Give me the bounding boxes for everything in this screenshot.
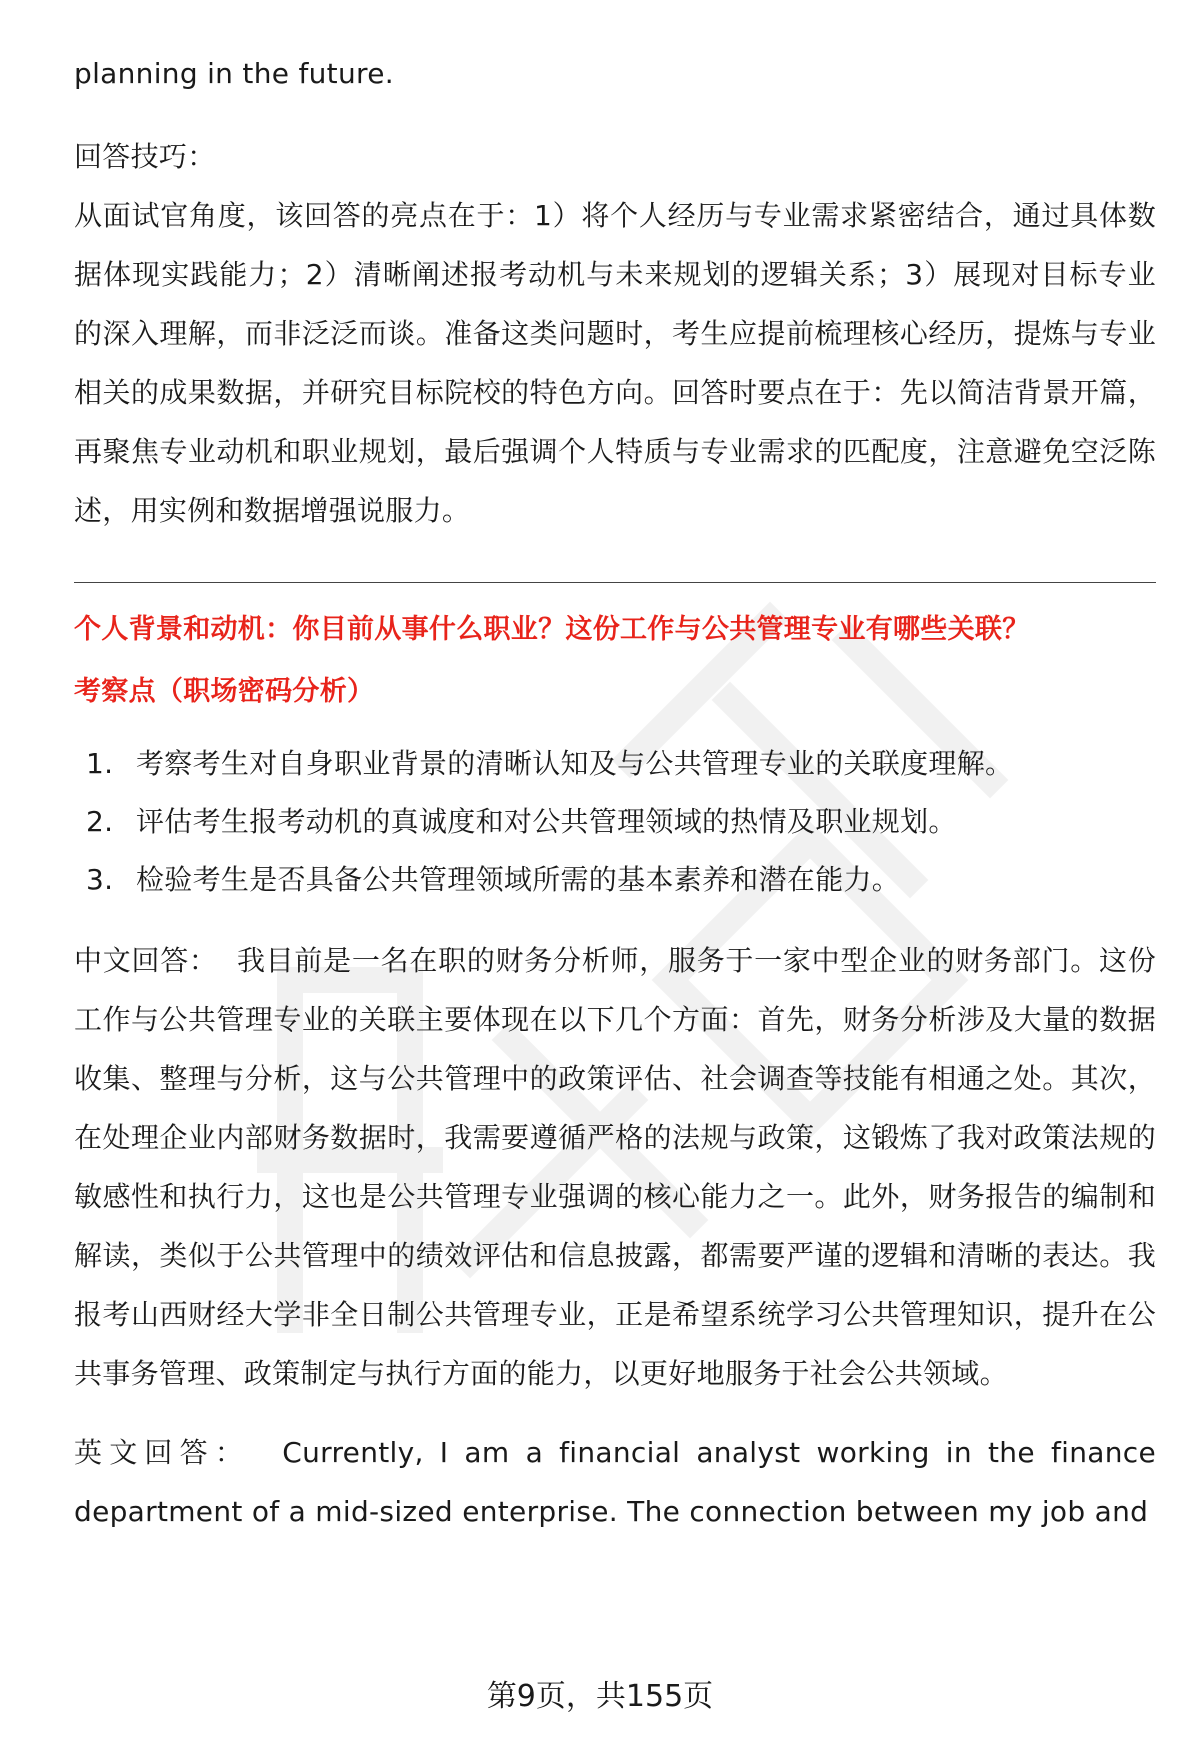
english-answer-section	[74, 1423, 1156, 1541]
continued-english-text: planning in the future.	[74, 57, 394, 90]
chinese-answer-body: 我目前是一名在职的财务分析师，服务于一家中型企业的财务部门。这份工作与公共管理专业的关联主要体现在以下几个方面：首先，财务分析涉及大量的数据收集、整理与分析，这与公共管理中的政策评估、社会调查等技能有相通之处。其次，在处理企业内部财务数据时，我需要遵循严格的法规与政策，这锻炼了我对政策法规的敏感性和执行力，这也是公共管理专业强调的核心能力之一。此外，财务报告的编制和解读，类似于公共管理中的绩效评估和信息披露，都需要严谨的逻辑和清晰的表达。我报考山西财经大学非全日制公共管理专业，正是希望系统学习公共管理知识，提升在公共事务管理、政策制定与执行方面的能力，以更好地服务于社会公共领域。	[74, 944, 1156, 1390]
document-page	[74, 0, 1156, 1541]
list-item	[74, 851, 1156, 909]
list-item-text: 检验考生是否具备公共管理领域所需的基本素养和潜在能力。	[136, 863, 901, 896]
list-item-number: 2.	[86, 805, 114, 838]
english-answer-label: 英文回答：	[74, 1436, 251, 1469]
chinese-answer-section	[74, 931, 1156, 1403]
page-number-footer: 第9页，共155页	[486, 1679, 714, 1714]
list-item-number: 1.	[86, 747, 114, 780]
english-answer	[74, 1423, 1156, 1541]
chinese-answer-label: 中文回答：	[74, 944, 218, 977]
list-item-number: 3.	[86, 863, 114, 896]
question-section	[74, 599, 1156, 909]
answer-tips-label: 回答技巧：	[74, 140, 216, 173]
english-answer-body: Currently, I am a financial analyst working in the finance department of a mid-sized enterprise. The connection between my job and	[74, 1436, 1156, 1528]
list-item-text: 评估考生报考动机的真诚度和对公共管理领域的热情及职业规划。	[136, 805, 957, 838]
answer-tips-section	[74, 127, 1156, 540]
question-title: 个人背景和动机：你目前从事什么职业？这份工作与公共管理专业有哪些关联？	[74, 614, 1030, 645]
answer-tips-body: 从面试官角度，该回答的亮点在于：1）将个人经历与专业需求紧密结合，通过具体数据体现实践能力；2）清晰阐述报考动机与未来规划的逻辑关系；3）展现对目标专业的深入理解，而非泛泛而谈。准备这类问题时，考生应提前梳理核心经历，提炼与专业相关的成果数据，并研究目标院校的特色方向。回答时要点在于：先以简洁背景开篇，再聚焦专业动机和职业规划，最后强调个人特质与专业需求的匹配度，注意避免空泛陈述，用实例和数据增强说服力。	[74, 199, 1156, 527]
chinese-answer	[74, 931, 1156, 1403]
list-item	[74, 735, 1156, 793]
focus-heading: 考察点（职场密码分析）	[74, 676, 375, 707]
list-item	[74, 793, 1156, 851]
focus-points-list	[74, 735, 1156, 909]
list-item-text: 考察考生对自身职业背景的清晰认知及与公共管理专业的关联度理解。	[136, 747, 1014, 780]
